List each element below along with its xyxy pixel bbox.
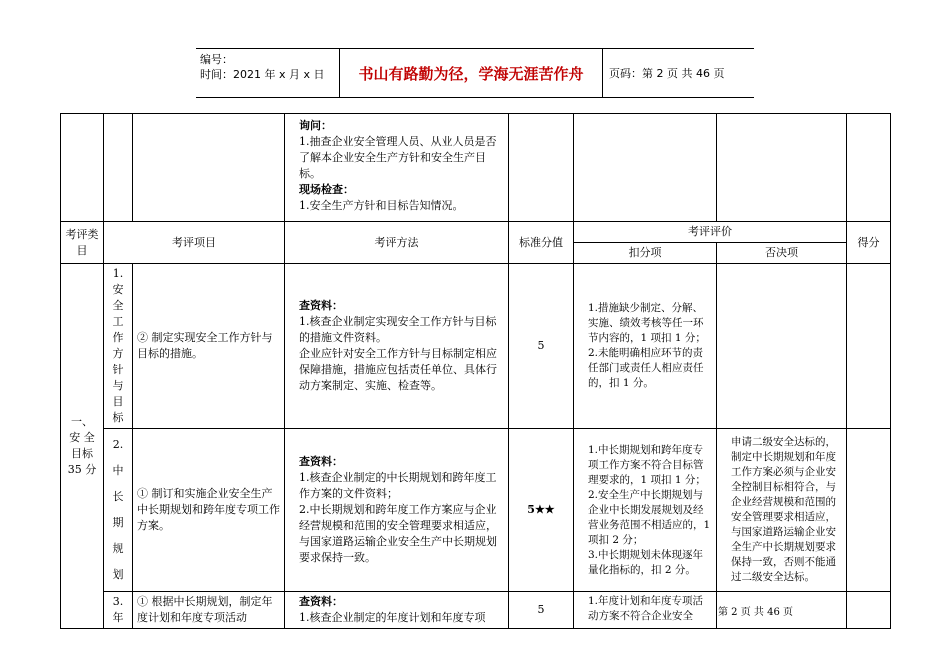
time-label: 时间：2021 年 x 月 x 日 bbox=[200, 68, 325, 81]
deduction-cell: 1.年度计划和年度专项活动方案不符合企业安全 bbox=[574, 592, 717, 629]
inquiry-text: 1.抽查企业安全管理人员、从业人员是否了解本企业安全生产方针和安全生产目标。 bbox=[299, 135, 497, 180]
site-title: 现场检查： bbox=[299, 183, 354, 196]
header-meta bbox=[196, 49, 340, 97]
col-veto: 否决项 bbox=[717, 243, 847, 264]
site-text: 1.安全生产方针和目标告知情况。 bbox=[299, 199, 464, 212]
motto: 书山有路勤为径，学海无涯苦作舟 bbox=[340, 49, 603, 97]
sub-item-label: 3. 年 bbox=[104, 592, 133, 629]
page-header bbox=[196, 48, 754, 98]
method-cell: 查资料： 1.核查企业制定的中长期规划和跨年度工作方案的文件资料； 2.中长期规划和跨年度工作方案应与企业经营规模和范围的安全管理要求相适应，与国家道路运输企业安全生产中长期规划要求保持一致。 bbox=[285, 429, 509, 592]
score-cell: 5 bbox=[509, 264, 574, 429]
deduction-cell: 1.措施缺少制定、分解、实施、绩效考核等任一环节内容的，1 项扣 1 分； 2.未能明确相应环节的责任部门或责任人相应责任的，扣 1 分。 bbox=[574, 264, 717, 429]
veto-cell: 申请二级安全达标的，制定中长期规划和年度工作方案必须与企业安全控制目标相符合，与企业经营规模和范围的安全管理要求相适应，与国家道路运输企业安全生产中长期规划要求保持一致，否则不能通过二级安全达标。 bbox=[717, 429, 847, 592]
method-cell: 查资料： 1.核查企业制定的年度计划和年度专项 bbox=[285, 592, 509, 629]
evaluation-table bbox=[60, 113, 891, 629]
col-score: 标准分值 bbox=[509, 222, 574, 264]
veto-cell bbox=[717, 264, 847, 429]
col-result: 得分 bbox=[847, 222, 891, 264]
result-cell bbox=[847, 264, 891, 429]
table-row bbox=[61, 264, 891, 429]
col-item: 考评项目 bbox=[104, 222, 285, 264]
inquiry-title: 询问： bbox=[299, 119, 332, 132]
method-cell: 查资料： 1.核查企业制定实现安全工作方针与目标的措施文件资料。 企业应针对安全工作方针与目标制定相应保障措施，措施应包括责任单位、具体行动方案制定、实施、检查等。 bbox=[285, 264, 509, 429]
continuation-method bbox=[285, 114, 509, 222]
sub-item-label: 1. 安全工作方针与目标 bbox=[104, 264, 133, 429]
score-cell: 5 bbox=[509, 592, 574, 629]
item-text: ① 根据中长期规划，制定年度计划和年度专项活动 bbox=[133, 592, 285, 629]
col-method: 考评方法 bbox=[285, 222, 509, 264]
result-cell bbox=[847, 429, 891, 592]
sub-item-label: 2. 中长期规划 bbox=[104, 429, 133, 592]
page-label: 页码：第 2 页 共 46 页 bbox=[609, 67, 725, 80]
number-label: 编号： bbox=[200, 53, 233, 66]
col-deduction: 扣分项 bbox=[574, 243, 717, 264]
continuation-row bbox=[61, 114, 891, 222]
col-evaluation: 考评评价 bbox=[574, 222, 847, 243]
score-cell: 5★★ bbox=[509, 429, 574, 592]
category-cell: 一、 安 全 目标 35 分 bbox=[61, 264, 104, 629]
result-cell bbox=[847, 592, 891, 629]
table-row bbox=[61, 429, 891, 592]
item-text: ② 制定实现安全工作方针与目标的措施。 bbox=[133, 264, 285, 429]
page-footer: 第 2 页 共 46 页 bbox=[718, 607, 793, 618]
item-text: ① 制订和实施企业安全生产中长期规划和跨年度专项工作方案。 bbox=[133, 429, 285, 592]
column-header-row bbox=[61, 222, 891, 243]
col-category: 考评类目 bbox=[61, 222, 104, 264]
deduction-cell: 1.中长期规划和跨年度专项工作方案不符合目标管理要求的，1 项扣 1 分； 2.安全生产中长期规划与企业中长期发展规划及经营业务范围不相适应的，1 项扣 2 分； 3.中长期规划未体现逐年量化指标的，扣 2 分。 bbox=[574, 429, 717, 592]
